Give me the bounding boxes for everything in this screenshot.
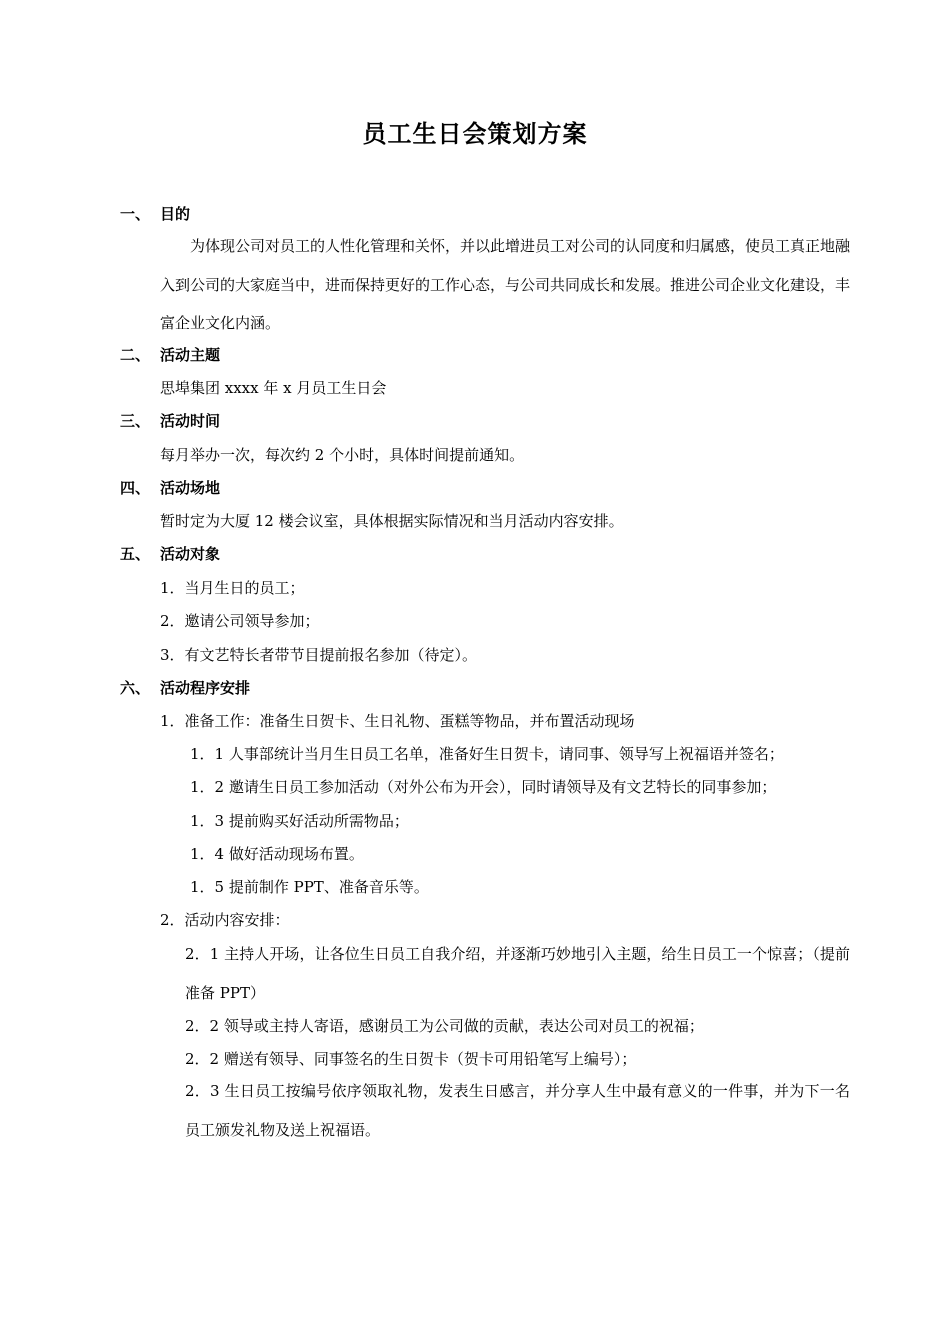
section-title: 活动程序安排 xyxy=(160,679,251,697)
list-item: 2．2 赠送有领导、同事签名的生日贺卡（贺卡可用铅笔写上编号）； xyxy=(185,1050,637,1068)
section-heading-audience xyxy=(120,544,220,564)
time-text: 每月举办一次，每次约 2 个小时，具体时间提前通知。 xyxy=(160,446,525,464)
section-title: 活动场地 xyxy=(160,479,221,497)
list-item: 2．1 主持人开场，让各位生日员工自我介绍，并逐渐巧妙地引入主题，给生日员工一个惊喜；（提前准备 PPT） xyxy=(185,945,850,1002)
step2-item-host-opening xyxy=(185,935,850,1012)
section-title: 活动主题 xyxy=(160,346,221,364)
section-heading-program xyxy=(120,678,250,698)
section-number: 五、 xyxy=(120,545,151,563)
section-title: 活动时间 xyxy=(160,412,221,430)
venue-text: 暂时定为大厦 12 楼会议室，具体根据实际情况和当月活动内容安排。 xyxy=(160,512,624,530)
theme-text: 思埠集团 xxxx 年 x 月员工生日会 xyxy=(160,379,387,397)
list-item: 2．2 领导或主持人寄语，感谢员工为公司做的贡献，表达公司对员工的祝福； xyxy=(185,1017,704,1035)
section-heading-venue xyxy=(120,478,220,498)
list-item: 1．2 邀请生日员工参加活动（对外公布为开会），同时请领导及有文艺特长的同事参加； xyxy=(190,778,777,796)
list-item: 3．有文艺特长者带节目提前报名参加（待定）。 xyxy=(160,646,478,664)
section-title: 活动对象 xyxy=(160,545,221,563)
section-number: 四、 xyxy=(120,479,151,497)
list-item: 2．邀请公司领导参加； xyxy=(160,612,320,630)
section-number: 一、 xyxy=(120,205,151,223)
section-number: 三、 xyxy=(120,412,151,430)
section-heading-purpose xyxy=(120,204,190,224)
list-item: 2．3 生日员工按编号依序领取礼物，发表生日感言，并分享人生中最有意义的一件事，并为下一名员工颁发礼物及送上祝福语。 xyxy=(185,1082,850,1139)
section-number: 六、 xyxy=(120,679,151,697)
list-item: 1．3 提前购买好活动所需物品； xyxy=(190,812,409,830)
section-heading-theme xyxy=(120,345,220,365)
step2-label: 2．活动内容安排： xyxy=(160,911,290,929)
section-number: 二、 xyxy=(120,346,151,364)
list-item: 1．1 人事部统计当月生日员工名单，准备好生日贺卡，请同事、领导写上祝福语并签名； xyxy=(190,745,784,763)
list-item: 1．当月生日的员工； xyxy=(160,579,305,597)
purpose-paragraph: 为体现公司对员工的人性化管理和关怀，并以此增进员工对公司的认同度和归属感，使员工真正地融入到公司的大家庭当中，进而保持更好的工作心态，与公司共同成长和发展。推进公司企业文化建设，丰富企业文化内涵。 xyxy=(160,237,851,332)
list-item: 1．4 做好活动现场布置。 xyxy=(190,845,364,863)
list-item: 1．5 提前制作 PPT、准备音乐等。 xyxy=(190,878,429,896)
section-heading-time xyxy=(120,411,220,431)
step2-item-gifts xyxy=(185,1072,850,1149)
section-title: 目的 xyxy=(160,205,191,223)
document-title: 员工生日会策划方案 xyxy=(362,119,588,148)
step1-label: 1．准备工作：准备生日贺卡、生日礼物、蛋糕等物品，并布置活动现场 xyxy=(160,712,635,730)
